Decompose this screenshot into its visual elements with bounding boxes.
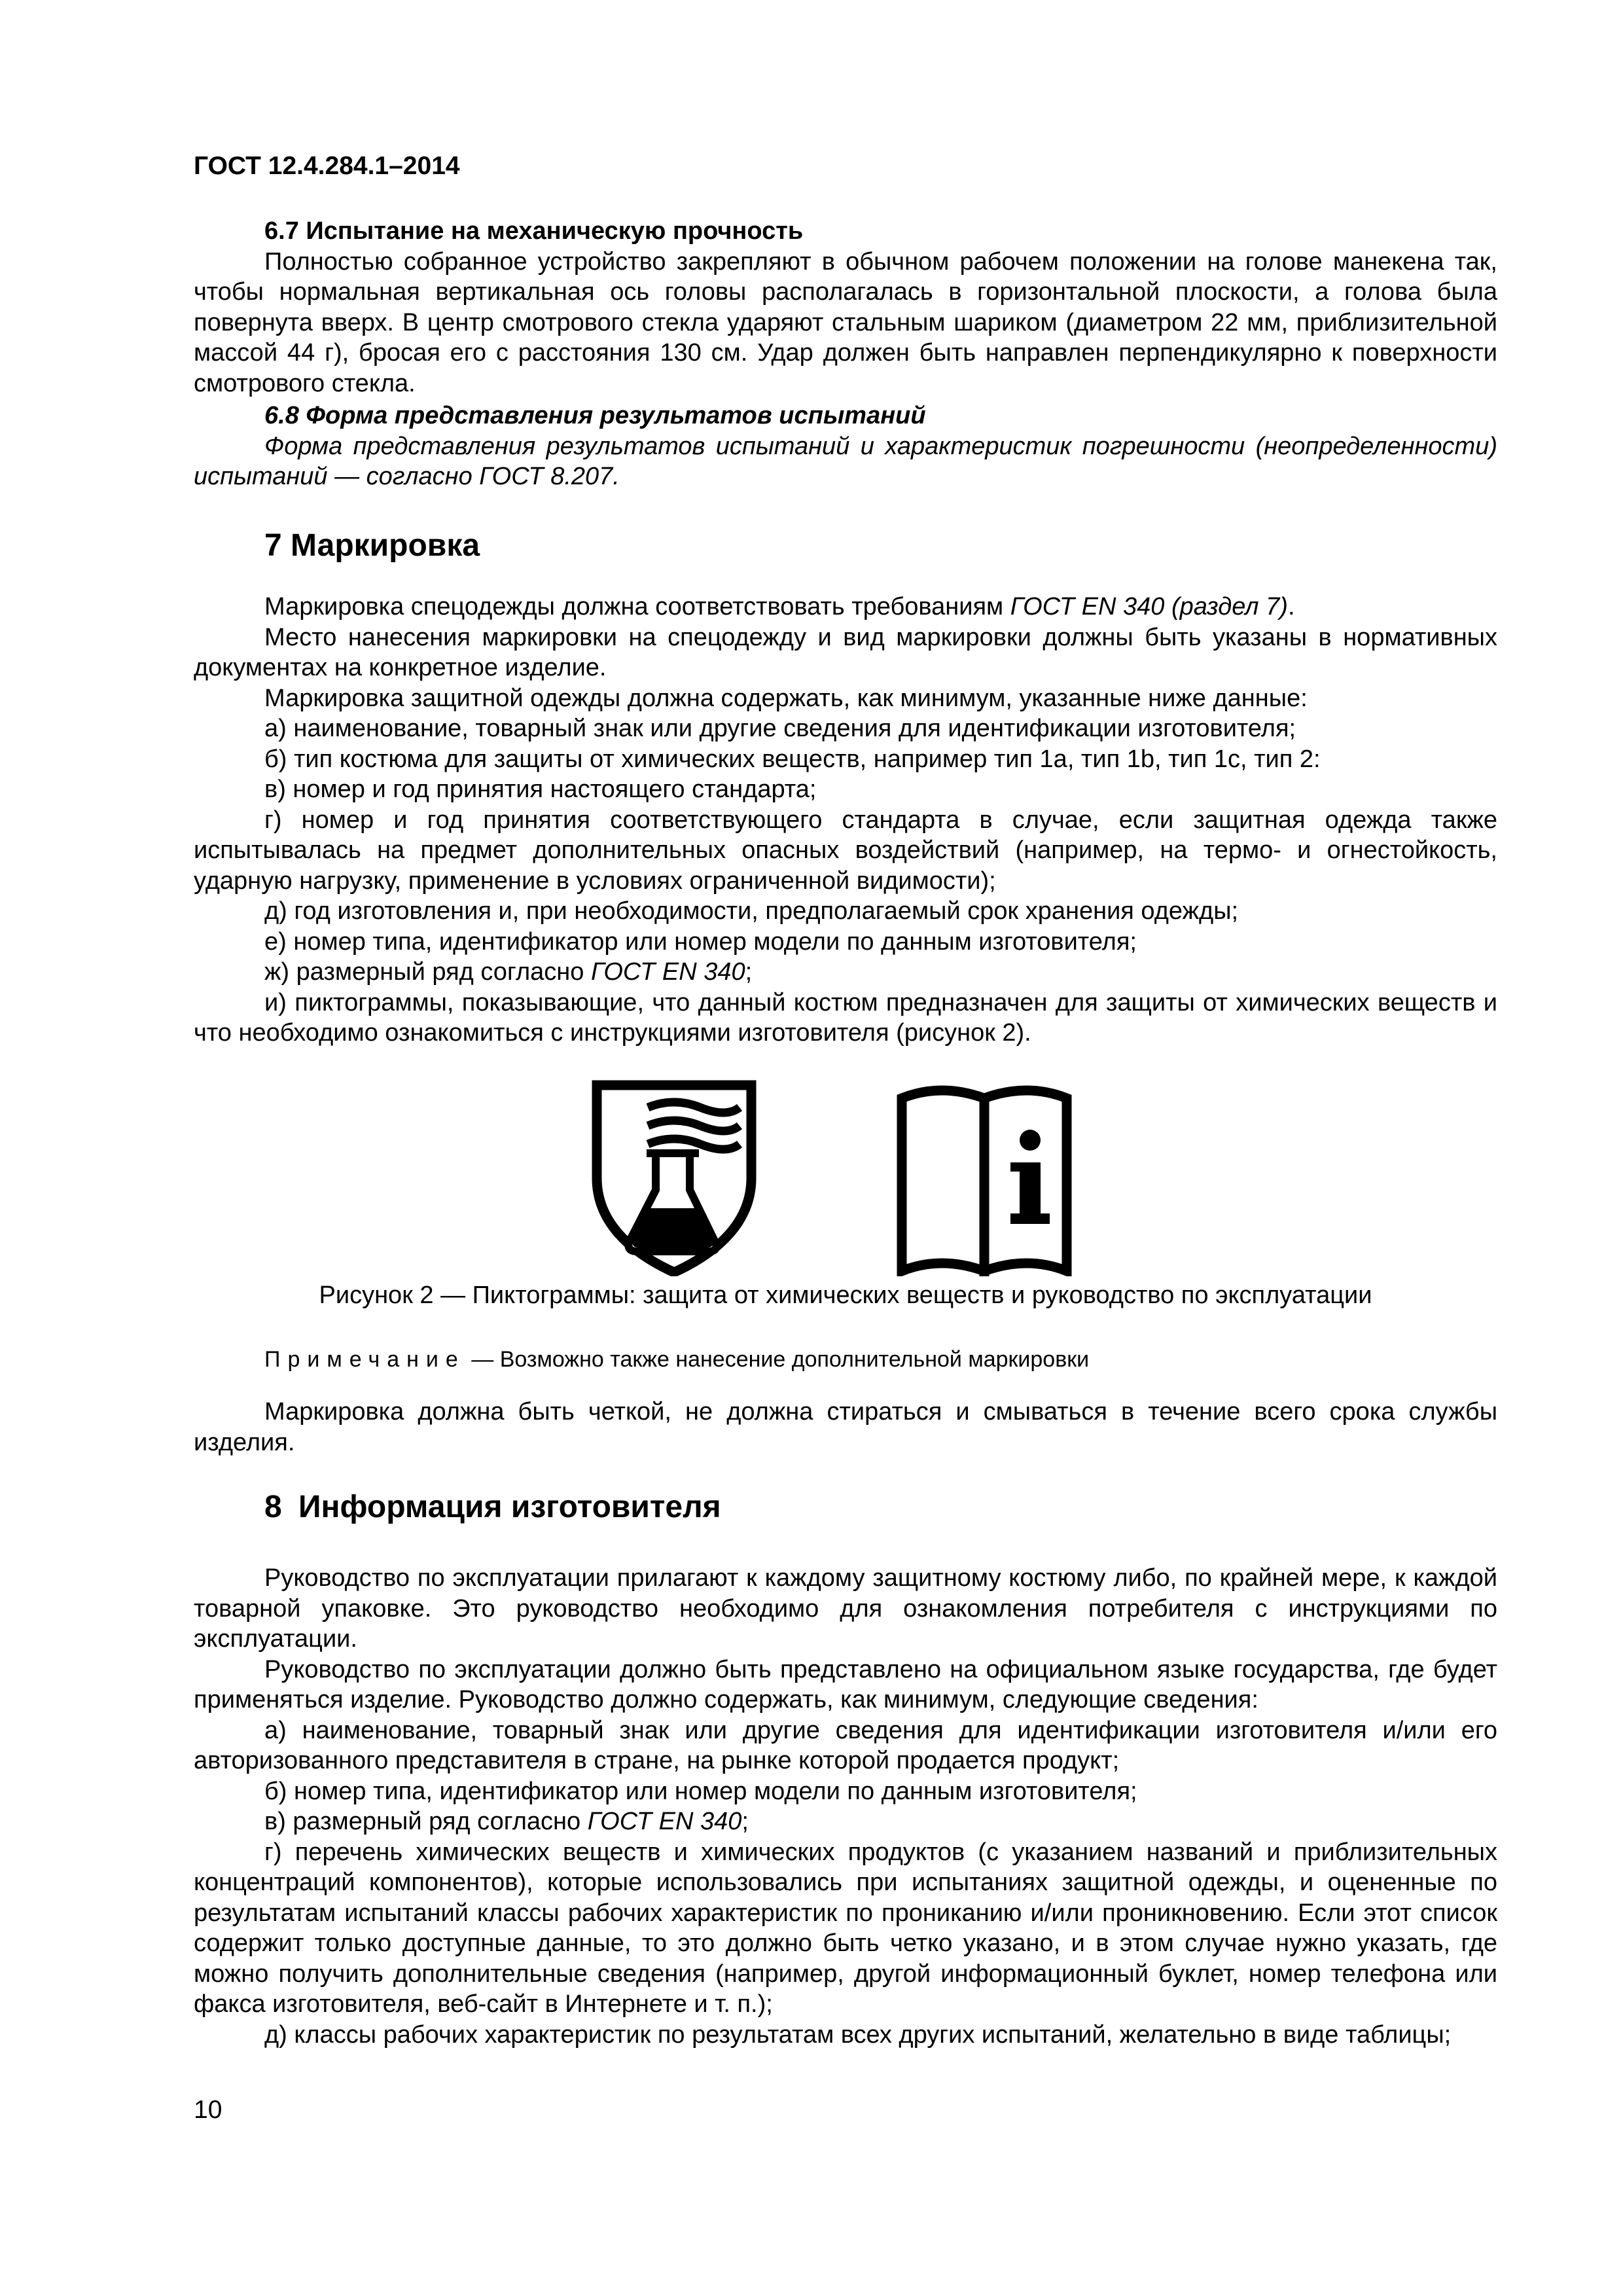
marking-p1-end: . [1287, 593, 1295, 620]
marking-item-a: а) наименование, товарный знак или другие сведения для идентификации изготовителя; [264, 715, 1296, 742]
document-header: ГОСТ 12.4.284.1–2014 [194, 152, 460, 180]
section-6-8-body: Форма представления результатов испытаний и характеристик погрешности (неопределенности) испытаний — согласно ГОСТ 8.207. [194, 432, 1497, 490]
marking-item-zh-reference: ГОСТ EN 340 [590, 958, 745, 986]
section-8-body [194, 1563, 1497, 2050]
pictograms-svg [576, 1080, 1073, 1276]
marking-paragraph-2: Место нанесения маркировки на спецодежду и вид маркировки должны быть указаны в нормативных документах на конкретное изделие. [194, 623, 1497, 681]
marking-p1-reference: ГОСТ EN 340 (раздел 7) [1010, 593, 1288, 620]
manufacturer-info-item-a: а) наименование, товарный знак или другие сведения для идентификации изготовителя и/или его авторизованного представителя в стране, на рынке которой продается продукт; [194, 1716, 1497, 1774]
note-text: — Возможно также нанесение дополнительной маркировки [465, 1347, 1090, 1372]
section-8-number: 8 [264, 1490, 282, 1524]
section-7-heading [194, 528, 1497, 564]
marking-item-i: и) пиктограммы, показывающие, что данный костюм предназначен для защиты от химических веществ и что необходимо ознакомиться с инструкциями изготовителя (рисунок 2). [194, 988, 1497, 1047]
figure-2-caption: Рисунок 2 — Пиктограммы: защита от химических веществ и руководство по эксплуатации [319, 1282, 1372, 1309]
section-6-8-title: 6.8 Форма представления результатов испытаний [264, 402, 926, 429]
marking-item-v: в) номер и год принятия настоящего стандарта; [264, 776, 817, 803]
marking-item-zh-end: ; [745, 958, 753, 986]
manufacturer-info-item-v-reference: ГОСТ EN 340 [587, 1808, 742, 1835]
marking-item-e: е) номер типа, идентификатор или номер модели по данным изготовителя; [264, 927, 1137, 956]
figure-2-pictograms [576, 1080, 1073, 1276]
manufacturer-info-paragraph-2: Руководство по эксплуатации должно быть представлено на официальном языке государства, где будет применяться изделие. Руководство должно содержать, как минимум, следующие сведения: [194, 1655, 1497, 1713]
marking-final-paragraph: Маркировка должна быть четкой, не должна стираться и смываться в течение всего срока службы изделия. [194, 1398, 1497, 1456]
section-7-body [194, 592, 1497, 1049]
marking-paragraph-3: Маркировка защитной одежды должна содержать, как минимум, указанные ниже данные: [264, 684, 1308, 712]
note [264, 1347, 1089, 1372]
section-6-7 [194, 216, 1497, 399]
manufacturer-info-paragraph-1: Руководство по эксплуатации прилагают к каждому защитному костюму либо, по крайней мере, к каждой товарной упаковке. Это руководство необходимо для ознакомления потребителя с инструкциями по эксплуатации. [194, 1564, 1497, 1653]
page-number: 10 [194, 2096, 223, 2124]
note-label: Примечание [264, 1347, 465, 1372]
marking-p1-text: Маркировка спецодежды должна соответствовать требованиям [264, 593, 1010, 620]
manufacturer-info-item-g: г) перечень химических веществ и химических продуктов (с указанием названий и приблизительных концентраций компонентов), которые использовались при испытаниях защитной одежды, и оцененные по результатам испытаний классы рабочих характеристик по прониканию и/или проникновению. Если этот список содержит только доступные данные, то это должно быть четко указано, и в этом случае нужно указать, где можно получить дополнительные сведения (например, другой информационный буклет, номер телефона или факса изготовителя, веб-сайт в Интернете и т. п.); [194, 1838, 1497, 2018]
section-8-title: Информация изготовителя [298, 1490, 721, 1524]
marking-item-g: г) номер и год принятия соответствующего стандарта в случае, если защитная одежда также испытывалась на предмет дополнительных опасных воздействий (например, на термо- и огнестойкость, ударную нагрузку, применение в условиях ограниченной видимости); [194, 806, 1497, 895]
marking-item-d: д) год изготовления и, при необходимости, предполагаемый срок хранения одежды; [264, 897, 1239, 925]
marking-item-zh-text: ж) размерный ряд согласно [264, 958, 591, 986]
section-6-7-body: Полностью собранное устройство закрепляют в обычном рабочем положении на голове манекена так, чтобы нормальная вертикальная ось головы располагалась в горизонтальной плоскости, а голова была повернута вверх. В центр смотрового стекла ударяют стальным шариком (диаметром 22 мм, приблизительной массой 44 г), бросая его с расстояния 130 см. Удар должен быть направлен перпендикулярно к поверхности смотрового стекла. [194, 247, 1497, 397]
section-6-8 [194, 401, 1497, 492]
manufacturer-info-item-b: б) номер типа, идентификатор или номер модели по данным изготовителя; [264, 1777, 1137, 1805]
chemical-protection-shield-icon [597, 1085, 751, 1272]
section-6-7-title: 6.7 Испытание на механическую прочность [264, 217, 804, 245]
section-7-title: Маркировка [291, 528, 480, 563]
manufacturer-info-item-v-end: ; [741, 1808, 749, 1835]
manufacturer-info-item-v [194, 1806, 1497, 1837]
manufacturer-info-item-d: д) классы рабочих характеристик по результатам всех других испытаний, желательно в виде таблицы; [264, 2020, 1452, 2049]
marking-item-zh [194, 957, 1497, 988]
marking-paragraph-1 [194, 592, 1497, 622]
section-8-heading [194, 1489, 1497, 1525]
marking-final-paragraph-block [194, 1397, 1497, 1458]
manufacturer-info-item-v-text: в) размерный ряд согласно [264, 1808, 588, 1835]
info-manual-book-icon [902, 1090, 1067, 1271]
section-7-number: 7 [264, 528, 282, 563]
marking-item-b: б) тип костюма для защиты от химических веществ, например тип 1а, тип 1b, тип 1c, тип 2: [264, 745, 1321, 773]
